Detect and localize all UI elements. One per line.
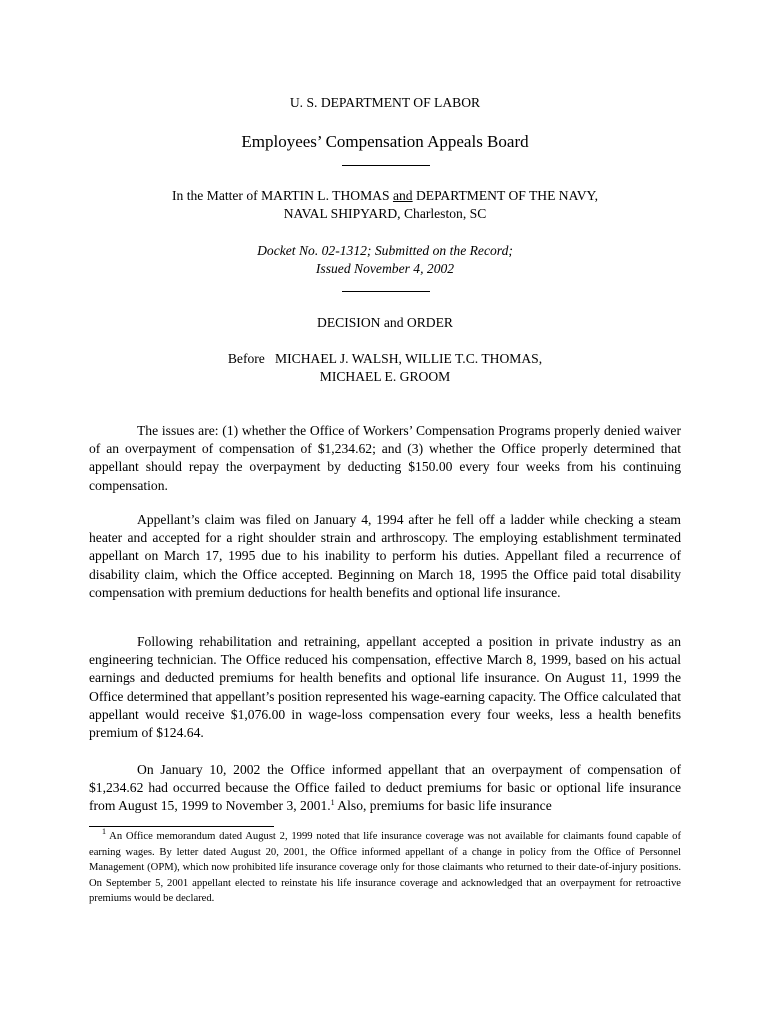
decision-title: DECISION and ORDER	[317, 315, 453, 330]
docket-line-2: Issued November 4, 2002	[315, 261, 455, 276]
matter-and: and	[392, 188, 413, 203]
footnote-marker: 1	[102, 827, 106, 836]
department-heading: U. S. DEPARTMENT OF LABOR	[289, 95, 481, 110]
overpayment-text-continued: Also, premiums for basic life insurance	[334, 798, 552, 814]
overpayment-text: On January 10, 2002 the Office informed appellant that an overpayment of compensation of $1,234.62 had occurred because the Office failed to deduct premiums for basic or optional life insurance from August 15, 1999 to November 3, 2001.	[89, 762, 681, 814]
before-line-1: Before MICHAEL J. WALSH, WILLIE T.C. THOMAS,	[227, 351, 543, 366]
paragraph-overpayment	[89, 761, 681, 816]
footnote-text: An Office memorandum dated August 2, 1999 noted that life insurance coverage was not available for claimants found capable of earning wages. By letter dated August 20, 2001, the Office informed appellant of a change in policy from the Office of Personnel Management (OPM), which now prohibited life insurance coverage only for those claimants who returned to their date-of-injury positions. On September 5, 2001 appellant elected to reinstate his life insurance coverage and acknowledged that an overpayment for retroactive premiums would be declared.	[89, 831, 681, 905]
paragraph-claim: Appellant’s claim was filed on January 4, 1994 after he fell off a ladder while checking a steam heater and accepted for a right shoulder strain and arthroscopy. The employing establishment terminated appellant on March 17, 1995 due to his inability to perform his duties. Appellant filed a recurrence of disability claim, which the Office accepted. Beginning on March 18, 1995 the Office paid total disability compensation with premium deductions for health benefits and optional life insurance.	[89, 512, 681, 600]
footnote-divider	[89, 826, 274, 827]
matter-rest: DEPARTMENT OF THE NAVY,	[412, 188, 598, 203]
matter-line-1	[0, 187, 770, 205]
footnote-reference[interactable]: 1	[330, 798, 335, 808]
title-divider	[342, 165, 430, 166]
paragraph-rehabilitation: Following rehabilitation and retraining, appellant accepted a position in private industry as an engineering technician. The Office reduced his compensation, effective March 8, 1999, based on his actual earnings and deducted premiums for health benefits and optional life insurance. On August 11, 1999 the Office determined that appellant’s position represented his wage-earning capacity. The Office calculated that appellant would receive $1,076.00 in wage-loss compensation every four weeks, less a health benefits premium of $124.64.	[89, 634, 681, 741]
matter-prefix: In the Matter of MARTIN L. THOMAS	[172, 188, 393, 203]
docket-line-1: Docket No. 02-1312; Submitted on the Record;	[257, 243, 513, 258]
before-line-2: MICHAEL E. GROOM	[319, 369, 451, 384]
footnote	[89, 829, 681, 907]
board-title: Employees’ Compensation Appeals Board	[241, 132, 529, 151]
docket-divider	[342, 291, 430, 292]
paragraph-issues: The issues are: (1) whether the Office of Workers’ Compensation Programs properly denied waiver of an overpayment of compensation of $1,234.62; and (3) whether the Office properly determined that appellant should repay the overpayment by deducting $150.00 every four weeks from his continuing compensation.	[89, 423, 681, 493]
matter-line-2: NAVAL SHIPYARD, Charleston, SC	[283, 206, 487, 221]
